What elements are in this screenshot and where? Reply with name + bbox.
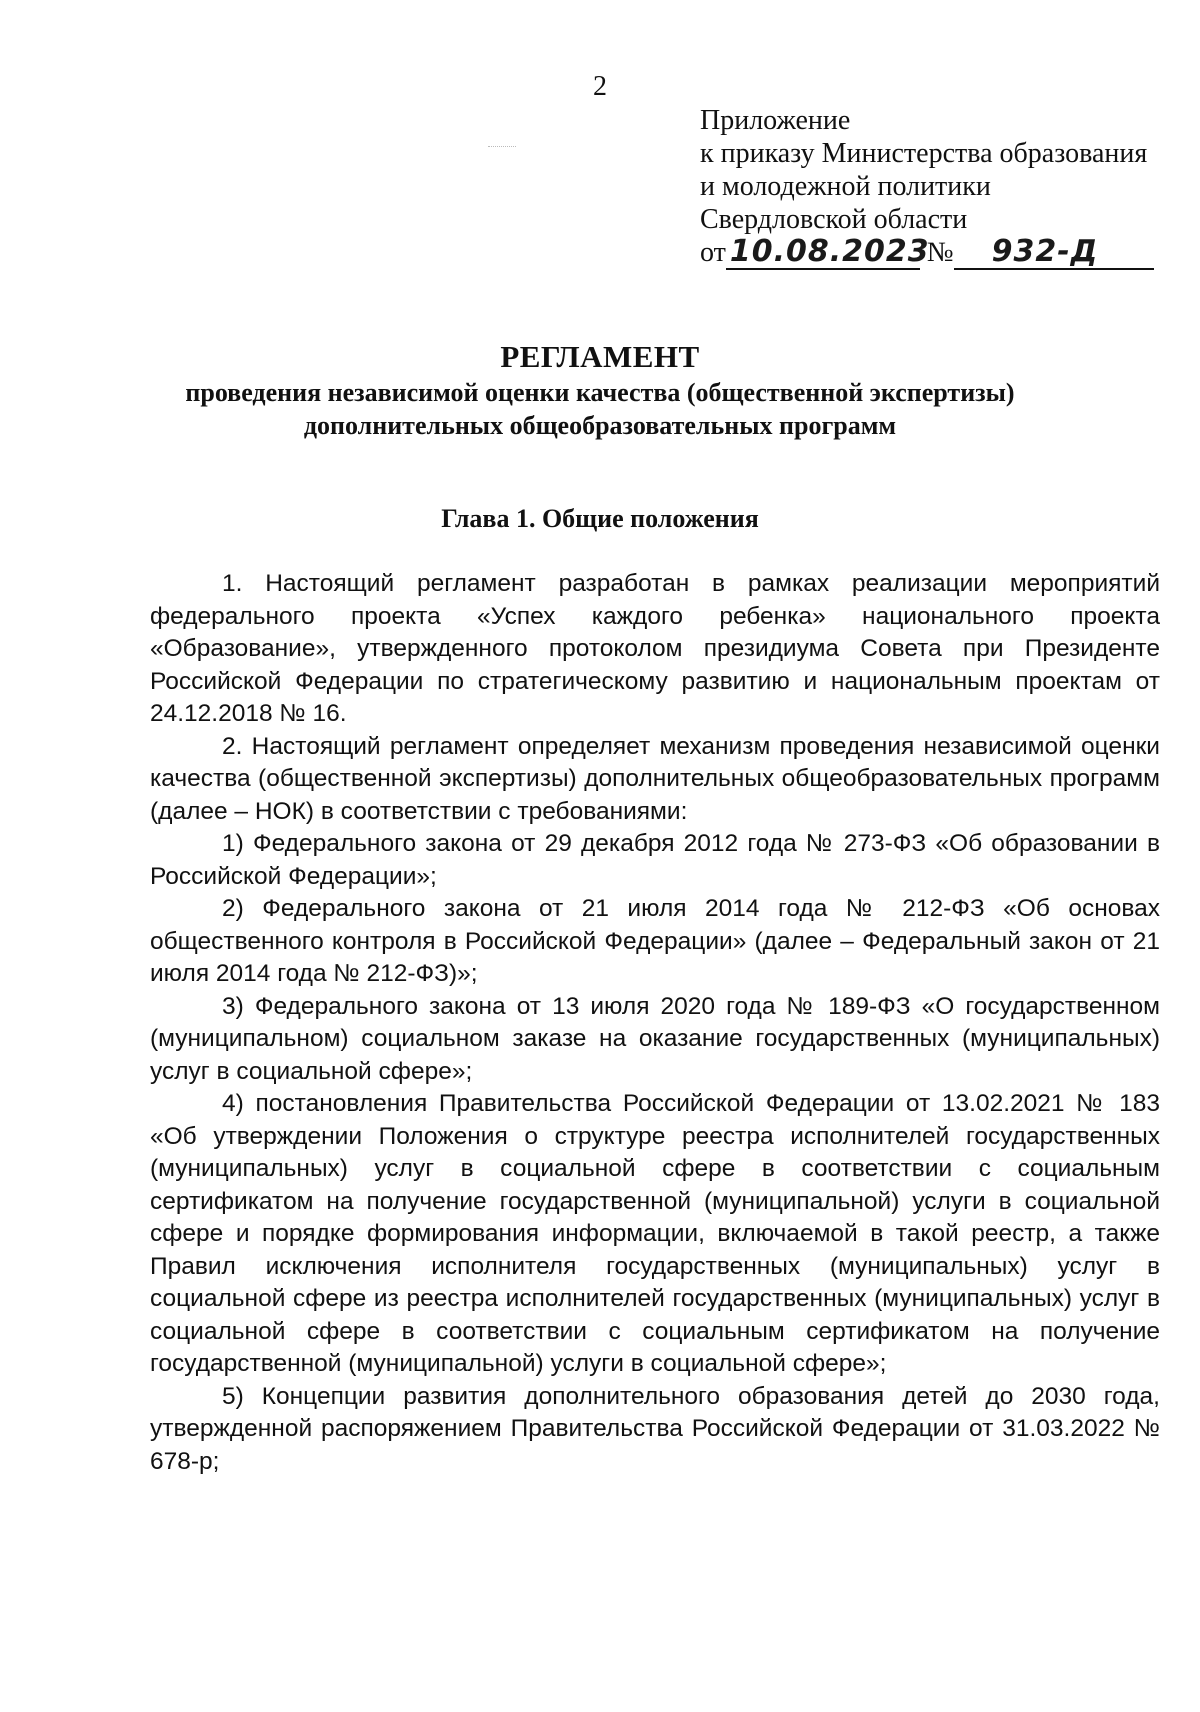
paragraph: 2. Настоящий регламент определяет механизм проведения независимой оценки качества (общественной экспертизы) дополнительных общеобразовательных программ (далее – НОК) в соответствии с требованиями: (150, 732, 1160, 825)
scan-artifact (488, 146, 516, 149)
document-title (100, 338, 1100, 442)
appendix-line-1: Приложение (700, 105, 851, 136)
number-prefix: № (926, 237, 954, 268)
title-subtitle-line-1: проведения независимой оценки качества (общественной экспертизы) (185, 378, 1015, 407)
document-body (150, 568, 1160, 1478)
title-subtitle-line-2: дополнительных общеобразовательных программ (303, 411, 897, 440)
paragraph: 5) Концепции развития дополнительного образования детей до 2030 года, утвержденной распоряжением Правительства Российской Федерации от 31.03.2022 № 678-р; (150, 1382, 1160, 1475)
paragraph: 1) Федерального закона от 29 декабря 2012 года № 273-ФЗ «Об образовании в Российской Федерации»; (150, 830, 1160, 890)
appendix-block (700, 104, 1170, 276)
appendix-line-4: Свердловской области (700, 204, 968, 235)
date-prefix: от (700, 237, 726, 268)
handwritten-date: 10.08.2023 (726, 237, 920, 270)
paragraph: 1. Настоящий регламент разработан в рамках реализации мероприятий федерального проекта «Успех каждого ребенка» национального проекта «Образование», утвержденного протоколом президиума Совета при Президенте Российской Федерации по стратегическому развитию и национальным проектам от 24.12.2018 № 16. (150, 570, 1160, 727)
title-main: РЕГЛАМЕНТ (500, 339, 700, 374)
paragraph: 3) Федерального закона от 13 июля 2020 года № 189-ФЗ «О государственном (муниципальном) социальном заказе на оказание государственных (муниципальных) услуг в социальной сфере»; (150, 992, 1160, 1085)
paragraph: 4) постановления Правительства Российской Федерации от 13.02.2021 № 183 «Об утверждении Положения о структуре реестра исполнителей государственных (муниципальных) услуг в социальной сфере в соответствии с социальным сертификатом на получение государственной (муниципальной) услуги в социальной сфере и порядке формирования информации, включаемой в такой реестр, а также Правил исключения исполнителя государственных (муниципальных) услуг в социальной сфере из реестра исполнителей государственных (муниципальных) услуг в социальной сфере в соответствии с социальным сертификатом на получение государственной (муниципальной) услуги в социальной сфере»; (150, 1090, 1160, 1377)
chapter-heading: Глава 1. Общие положения (441, 504, 759, 533)
appendix-line-3: и молодежной политики (700, 171, 991, 202)
page-number: 2 (593, 71, 607, 102)
handwritten-order-number: 932-Д (954, 237, 1154, 270)
paragraph: 2) Федерального закона от 21 июля 2014 года № 212-ФЗ «Об основах общественного контроля в Российской Федерации» (далее – Федеральный закон от 21 июля 2014 года № 212-ФЗ)»; (150, 895, 1160, 987)
appendix-line-2: к приказу Министерства образования (700, 138, 1148, 169)
order-date-number-line (700, 236, 1170, 276)
